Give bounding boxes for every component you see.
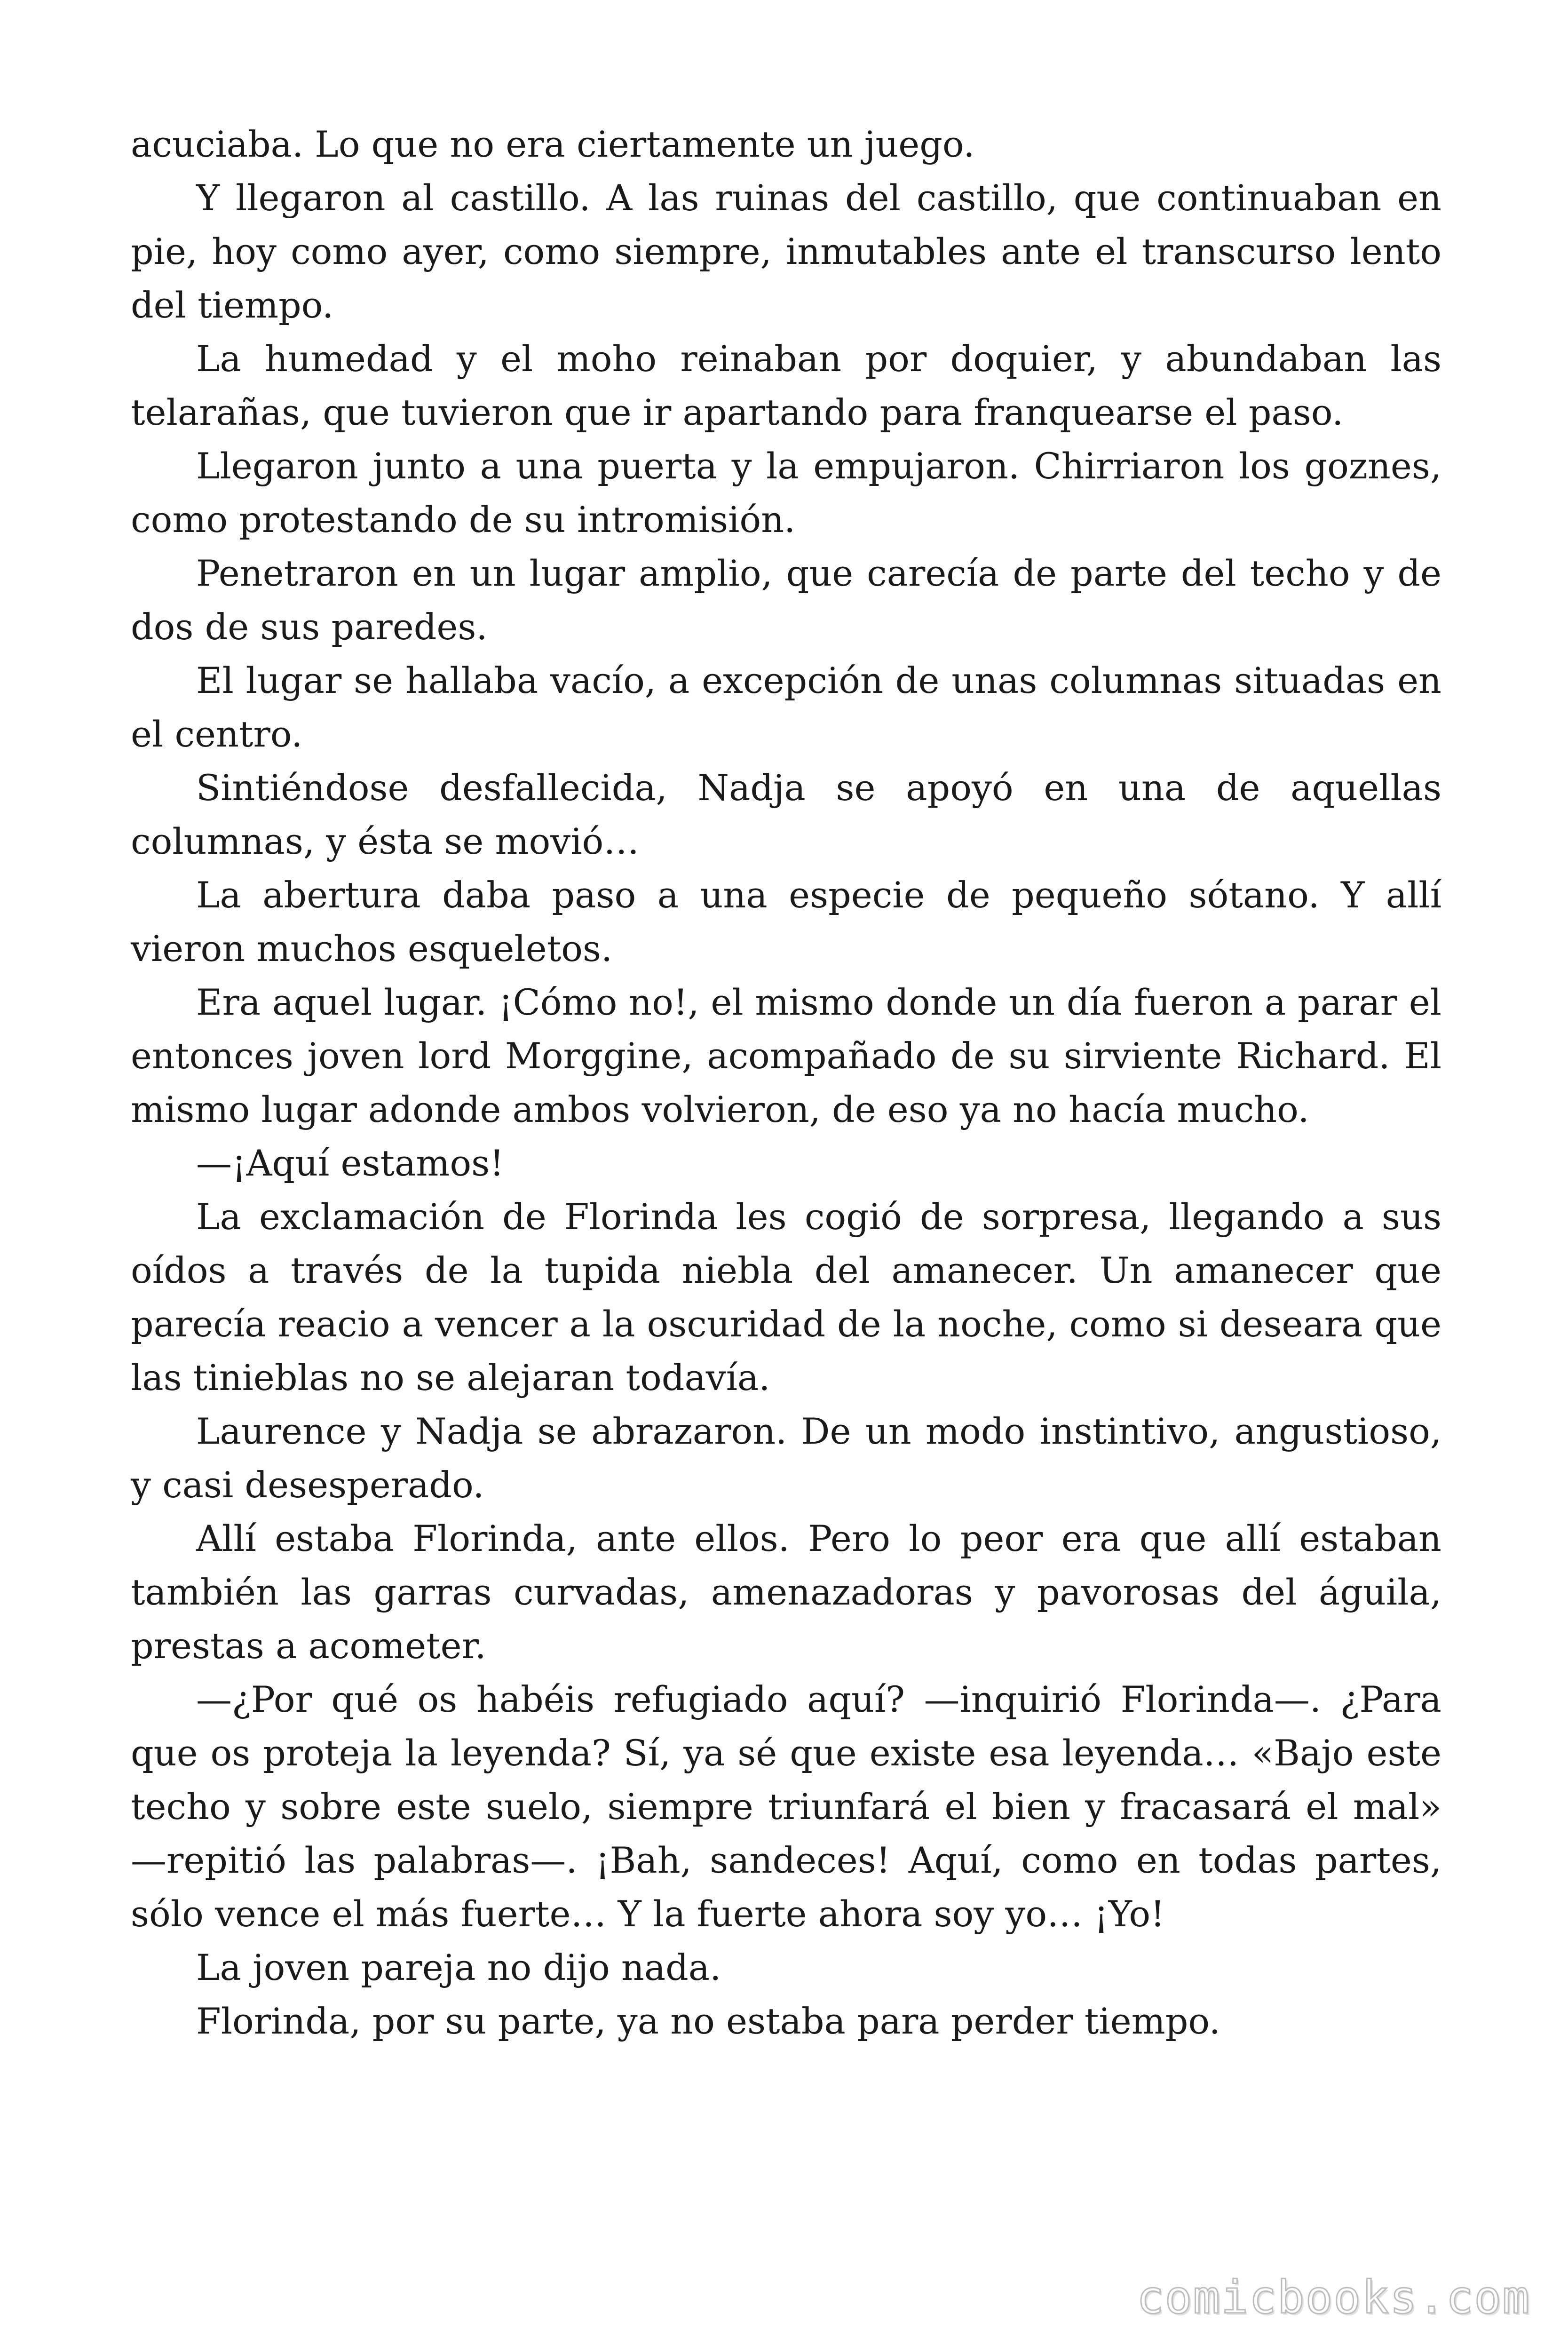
paragraph: Florinda, por su parte, ya no estaba para perder tiempo. [196, 2000, 1220, 2042]
paragraph: —¿Por qué os habéis refugiado aquí? —inquirió Florinda—. ¿Para que os proteja la leyenda? Sí, ya sé que existe esa leyenda… «Bajo este techo y sobre este suelo, siempre triunfará el bien y fracasará el mal» —repitió las palabras—. ¡Bah, sandeces! Aquí, como en todas partes, sólo vence el más fuerte… Y la fuerte ahora soy yo… ¡Yo! [131, 1678, 1441, 1935]
paragraph: Allí estaba Florinda, ante ellos. Pero lo peor era que allí estaban también las garras curvadas, amenazadoras y pavorosas del águila, prestas a acometer. [131, 1518, 1441, 1667]
paragraph: Llegaron junto a una puerta y la empujaron. Chirriaron los goznes, como protestando de su intromisión. [131, 445, 1441, 540]
paragraph: La joven pareja no dijo nada. [196, 1947, 721, 1988]
paragraph: Laurence y Nadja se abrazaron. De un modo instintivo, angustioso, y casi desesperado. [131, 1410, 1441, 1506]
paragraph: La humedad y el moho reinaban por doquier, y abundaban las telarañas, que tuvieron que ir apartando para franquearse el paso. [131, 338, 1441, 433]
paragraph: Sintiéndose desfallecida, Nadja se apoyó en una de aquellas columnas, y ésta se movió… [131, 767, 1441, 862]
paragraph: Y llegaron al castillo. A las ruinas del castillo, que continuaban en pie, hoy como ayer, como siempre, inmutables ante el transcurso lento del tiempo. [131, 177, 1441, 326]
paragraph: El lugar se hallaba vacío, a excepción de unas columnas situadas en el centro. [131, 660, 1441, 755]
page-body [131, 118, 1441, 2048]
paragraph: La exclamación de Florinda les cogió de sorpresa, llegando a sus oídos a través de la tupida niebla del amanecer. Un amanecer que parecía reacio a vencer a la oscuridad de la noche, como si deseara que las tinieblas no se alejaran todavía. [131, 1196, 1441, 1398]
paragraph: Era aquel lugar. ¡Cómo no!, el mismo donde un día fueron a parar el entonces joven lord Morggine, acompañado de su sirviente Richard. El mismo lugar adonde ambos volvieron, de eso ya no hacía mucho. [131, 981, 1441, 1130]
paragraph: acuciaba. Lo que no era ciertamente un juego. [131, 123, 975, 165]
watermark: comicbooks.com [1136, 2271, 1530, 2324]
paragraph: Penetraron en un lugar amplio, que carecía de parte del techo y de dos de sus paredes. [131, 552, 1441, 648]
paragraph: La abertura daba paso a una especie de pequeño sótano. Y allí vieron muchos esqueletos. [131, 874, 1441, 969]
paragraph: —¡Aquí estamos! [196, 1142, 504, 1184]
